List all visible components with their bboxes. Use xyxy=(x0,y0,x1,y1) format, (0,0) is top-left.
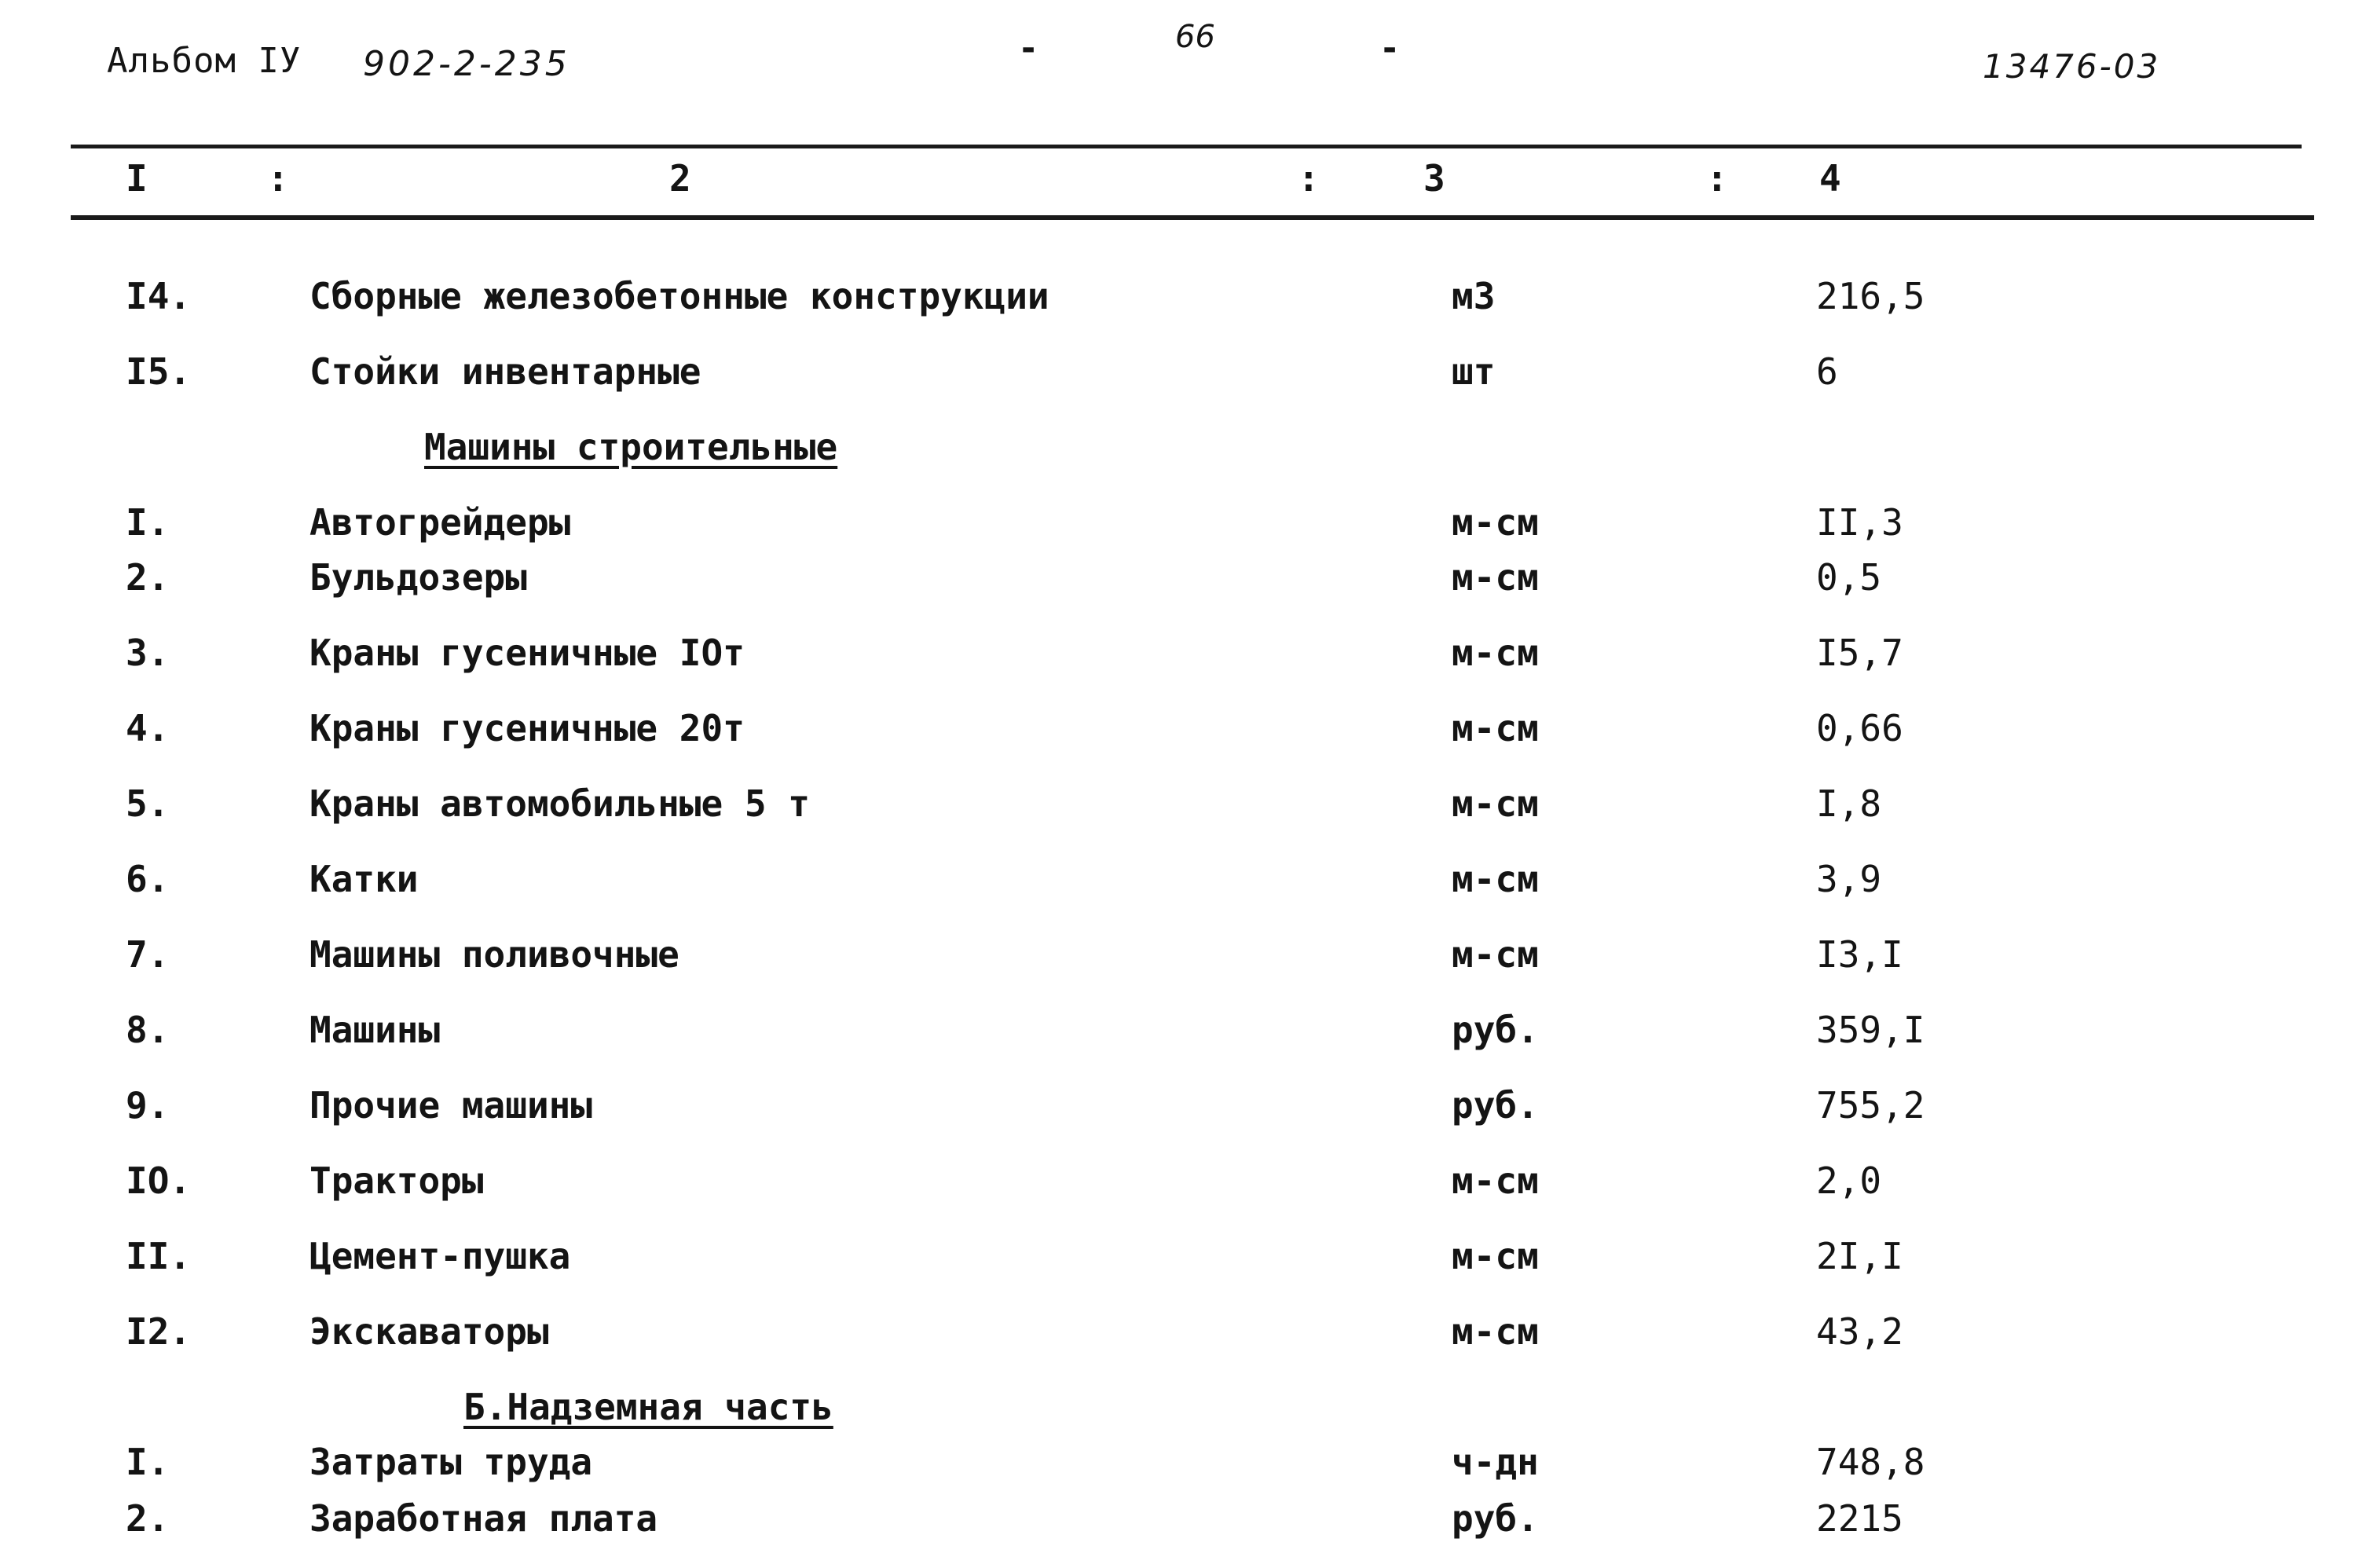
row-unit: руб. xyxy=(1452,1084,1539,1127)
row-name: Машины xyxy=(309,1009,441,1051)
row-name: Бульдозеры xyxy=(309,556,527,599)
row-unit: м-см xyxy=(1452,1235,1539,1277)
row-unit: м-см xyxy=(1452,782,1539,825)
table-row xyxy=(0,556,2366,603)
series-code: 902-2-235 xyxy=(363,44,570,84)
row-number: I4. xyxy=(126,275,192,317)
row-unit: м-см xyxy=(1452,707,1539,749)
row-unit: м3 xyxy=(1452,275,1496,317)
row-number: 3. xyxy=(126,632,170,674)
row-name: Катки xyxy=(309,858,419,900)
row-unit: ч-дн xyxy=(1452,1441,1539,1483)
page-number: 66 xyxy=(1175,19,1215,55)
row-number: I2. xyxy=(126,1310,192,1353)
section-heading-machines: Машины строительные xyxy=(424,426,838,468)
table-row xyxy=(0,350,2366,397)
table-row xyxy=(0,933,2366,980)
row-number: I. xyxy=(126,501,170,544)
page-dash-left: - xyxy=(1021,28,1036,68)
row-name: Краны гусеничные IOт xyxy=(309,632,745,674)
row-name: Сборные железобетонные конструкции xyxy=(309,275,1049,317)
document-code: 13476-03 xyxy=(1983,47,2161,86)
row-name: Цемент-пушка xyxy=(309,1235,571,1277)
row-value: 748,8 xyxy=(1816,1441,1925,1483)
table-row xyxy=(0,275,2366,322)
row-name: Автогрейдеры xyxy=(309,501,571,544)
table-row xyxy=(0,707,2366,754)
row-number: 4. xyxy=(126,707,170,749)
row-number: 7. xyxy=(126,933,170,976)
table-row xyxy=(0,1160,2366,1207)
table-row xyxy=(0,1441,2366,1488)
column-separator: : xyxy=(1706,157,1728,200)
row-name: Прочие машины xyxy=(309,1084,593,1127)
row-number: IO. xyxy=(126,1160,192,1202)
row-value: 6 xyxy=(1816,350,1838,393)
row-unit: руб. xyxy=(1452,1497,1539,1540)
row-number: I5. xyxy=(126,350,192,393)
row-value: I5,7 xyxy=(1816,632,1903,674)
row-value: 2,0 xyxy=(1816,1160,1882,1202)
page-dash-right: - xyxy=(1383,28,1397,68)
column-header-3: 3 xyxy=(1423,157,1445,200)
section-heading-above-ground: Б.Надземная часть xyxy=(463,1386,833,1428)
row-name: Стойки инвентарные xyxy=(309,350,701,393)
table-row xyxy=(0,1235,2366,1282)
row-value: 216,5 xyxy=(1816,275,1925,317)
row-unit: м-см xyxy=(1452,933,1539,976)
table-row xyxy=(0,782,2366,830)
table-row xyxy=(0,632,2366,679)
row-value: 0,66 xyxy=(1816,707,1903,749)
column-header-4: 4 xyxy=(1819,157,1841,200)
header-rule-bottom xyxy=(71,215,2314,220)
row-name: Тракторы xyxy=(309,1160,484,1202)
row-name: Затраты труда xyxy=(309,1441,593,1483)
row-unit: м-см xyxy=(1452,556,1539,599)
row-number: II. xyxy=(126,1235,192,1277)
row-unit: м-см xyxy=(1452,1310,1539,1353)
row-name: Заработная плата xyxy=(309,1497,658,1540)
row-unit: руб. xyxy=(1452,1009,1539,1051)
row-number: 2. xyxy=(126,556,170,599)
row-name: Краны гусеничные 20т xyxy=(309,707,745,749)
row-value: I3,I xyxy=(1816,933,1903,976)
row-unit: м-см xyxy=(1452,632,1539,674)
row-value: 3,9 xyxy=(1816,858,1882,900)
row-unit: м-см xyxy=(1452,501,1539,544)
row-number: 2. xyxy=(126,1497,170,1540)
row-name: Машины поливочные xyxy=(309,933,679,976)
row-name: Краны автомобильные 5 т xyxy=(309,782,810,825)
column-separator: : xyxy=(267,157,289,200)
row-value: II,3 xyxy=(1816,501,1903,544)
column-separator: : xyxy=(1298,157,1320,200)
table-row xyxy=(0,501,2366,548)
row-value: 2215 xyxy=(1816,1497,1903,1540)
row-number: 6. xyxy=(126,858,170,900)
row-value: I,8 xyxy=(1816,782,1882,825)
column-header-2: 2 xyxy=(669,157,691,200)
row-value: 359,I xyxy=(1816,1009,1925,1051)
row-unit: м-см xyxy=(1452,858,1539,900)
table-row xyxy=(0,1009,2366,1056)
table-row xyxy=(0,1497,2366,1544)
table-row xyxy=(0,1310,2366,1357)
row-number: 9. xyxy=(126,1084,170,1127)
table-row xyxy=(0,1084,2366,1131)
table-row xyxy=(0,858,2366,905)
row-unit: м-см xyxy=(1452,1160,1539,1202)
column-header-1: I xyxy=(126,157,148,200)
row-value: 2I,I xyxy=(1816,1235,1903,1277)
album-label: Альбом IУ xyxy=(107,41,302,81)
row-name: Экскаваторы xyxy=(309,1310,549,1353)
row-unit: шт xyxy=(1452,350,1496,393)
row-number: 8. xyxy=(126,1009,170,1051)
header-rule-top xyxy=(71,145,2302,148)
row-value: 0,5 xyxy=(1816,556,1882,599)
row-value: 755,2 xyxy=(1816,1084,1925,1127)
row-number: I. xyxy=(126,1441,170,1483)
row-value: 43,2 xyxy=(1816,1310,1903,1353)
row-number: 5. xyxy=(126,782,170,825)
